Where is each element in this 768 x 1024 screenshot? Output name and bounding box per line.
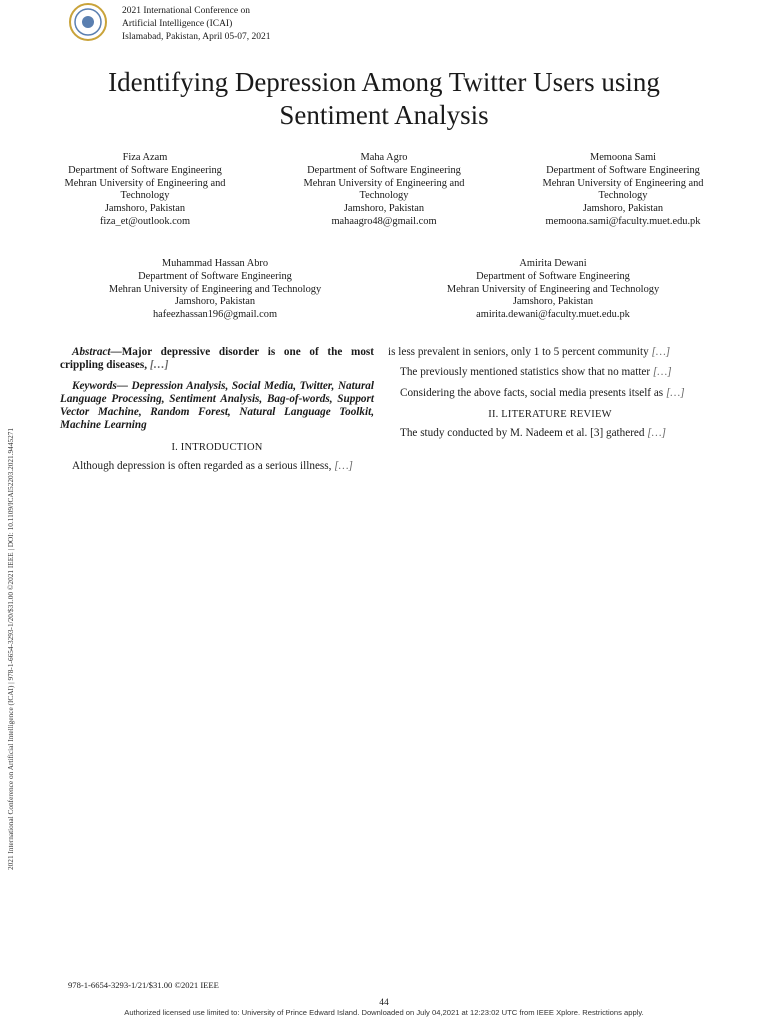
author-block	[518, 152, 728, 229]
author-univ: Mehran University of Engineering and	[542, 177, 704, 189]
author-block	[279, 152, 489, 229]
section-heading-introduction: I. INTRODUCTION	[171, 441, 263, 453]
paragraph-text: is less prevalent in seniors, only 1 to 5 percent community	[388, 346, 649, 358]
author-name: Amirita Dewani	[519, 258, 587, 269]
elision-marker: […]	[647, 427, 666, 440]
author-email[interactable]: amirita.dewani@faculty.muet.edu.pk	[476, 309, 630, 321]
title-line-1: Identifying Depression Among Twitter Users using	[108, 67, 660, 97]
abstract-text: —Major depressive disorder is one of the most crippling diseases,	[60, 346, 374, 372]
author-block	[418, 258, 688, 322]
author-email[interactable]: fiza_et@outlook.com	[99, 215, 191, 227]
author-dept: Department of Software Engineering	[476, 270, 630, 282]
author-univ-cont: Technology	[359, 190, 409, 202]
author-email[interactable]: hafeezhassan196@gmail.com	[152, 309, 278, 321]
author-univ-cont: Technology	[120, 190, 170, 202]
copyright-line: 978-1-6654-3293-1/21/$31.00 ©2021 IEEE	[68, 980, 219, 990]
intro-paragraph	[60, 460, 374, 473]
elision-marker: […]	[652, 366, 672, 379]
continued-paragraph	[388, 346, 712, 359]
abstract-label: Abstract	[72, 346, 111, 358]
doi-side-strip	[0, 0, 14, 1024]
author-city: Jamshoro, Pakistan	[582, 203, 664, 215]
author-dept: Department of Software Engineering	[68, 164, 222, 176]
paragraph-text: Considering the above facts, social media presents itself as	[400, 386, 664, 399]
section-heading-literature-review: II. LITERATURE REVIEW	[488, 408, 612, 420]
author-dept: Department of Software Engineering	[307, 164, 461, 176]
author-city: Jamshoro, Pakistan	[343, 203, 425, 215]
author-name: Fiza Azam	[122, 152, 168, 163]
author-univ: Mehran University of Engineering and Technology	[446, 283, 660, 295]
social-media-paragraph	[388, 387, 712, 400]
author-name: Memoona Sami	[589, 152, 657, 163]
elision-marker: […]	[665, 386, 685, 399]
author-city: Jamshoro, Pakistan	[104, 203, 186, 215]
author-dept: Department of Software Engineering	[546, 164, 700, 176]
right-column	[388, 346, 712, 447]
paragraph-text: The study conducted by M. Nadeem et al. [3] gathered	[400, 427, 645, 440]
authorized-use-notice: Authorized licensed use limited to: University of Prince Edward Island. Downloaded on July 04,2021 at 12:23:02 UTC from IEEE Xplore. Restrictions apply.	[124, 1008, 644, 1017]
elision-marker: […]	[149, 359, 169, 372]
author-city: Jamshoro, Pakistan	[174, 296, 256, 308]
conference-line-2: Artificial Intelligence (ICAI)	[122, 19, 233, 29]
author-univ: Mehran University of Engineering and	[64, 177, 226, 189]
author-univ: Mehran University of Engineering and Technology	[108, 283, 322, 295]
page-number: 44	[379, 998, 389, 1008]
keywords-text: — Depression Analysis, Social Media, Twitter, Natural Language Processing, Sentiment Analysis, Bag-of-words, Support Vector Machine, Random Forest, Natural Language Toolkit, Machine Learning	[60, 379, 374, 432]
author-block	[80, 258, 350, 322]
author-univ: Mehran University of Engineering and	[303, 177, 465, 189]
abstract	[60, 346, 374, 373]
author-email[interactable]: memoona.sami@faculty.muet.edu.pk	[545, 215, 701, 227]
authors-row-1	[40, 152, 728, 229]
paper-title	[40, 66, 728, 132]
conference-info	[122, 5, 271, 44]
author-city: Jamshoro, Pakistan	[512, 296, 594, 308]
literature-paragraph	[388, 427, 712, 440]
conference-header	[68, 2, 271, 42]
authors-row-2	[80, 258, 688, 322]
doi-side-text: 2021 International Conference on Artificial Intelligence (ICAI) | 978-1-6654-3293-1/20/$31.00 ©2021 IEEE | DOI: 10.1109/ICAI52203.2021.9445271	[6, 427, 15, 870]
author-email[interactable]: mahaagro48@gmail.com	[331, 215, 437, 227]
paragraph-text: The previously mentioned statistics show that no matter	[400, 366, 651, 379]
statistics-paragraph	[388, 366, 712, 379]
author-dept: Department of Software Engineering	[138, 270, 292, 282]
keywords-label: Keywords	[72, 379, 117, 392]
title-line-2: Sentiment Analysis	[279, 100, 489, 130]
elision-marker: […]	[334, 460, 353, 473]
keywords	[60, 380, 374, 433]
left-column	[60, 346, 374, 480]
author-name: Maha Agro	[360, 152, 408, 163]
author-univ-cont: Technology	[598, 190, 648, 202]
author-name: Muhammad Hassan Abro	[161, 258, 269, 269]
intro-text: Although depression is often regarded as a serious illness,	[72, 460, 332, 473]
conference-line-1: 2021 International Conference on	[122, 6, 250, 16]
icai-logo	[68, 2, 108, 42]
conference-line-3: Islamabad, Pakistan, April 05-07, 2021	[122, 32, 271, 42]
elision-marker: […]	[651, 346, 671, 358]
author-block	[40, 152, 250, 229]
